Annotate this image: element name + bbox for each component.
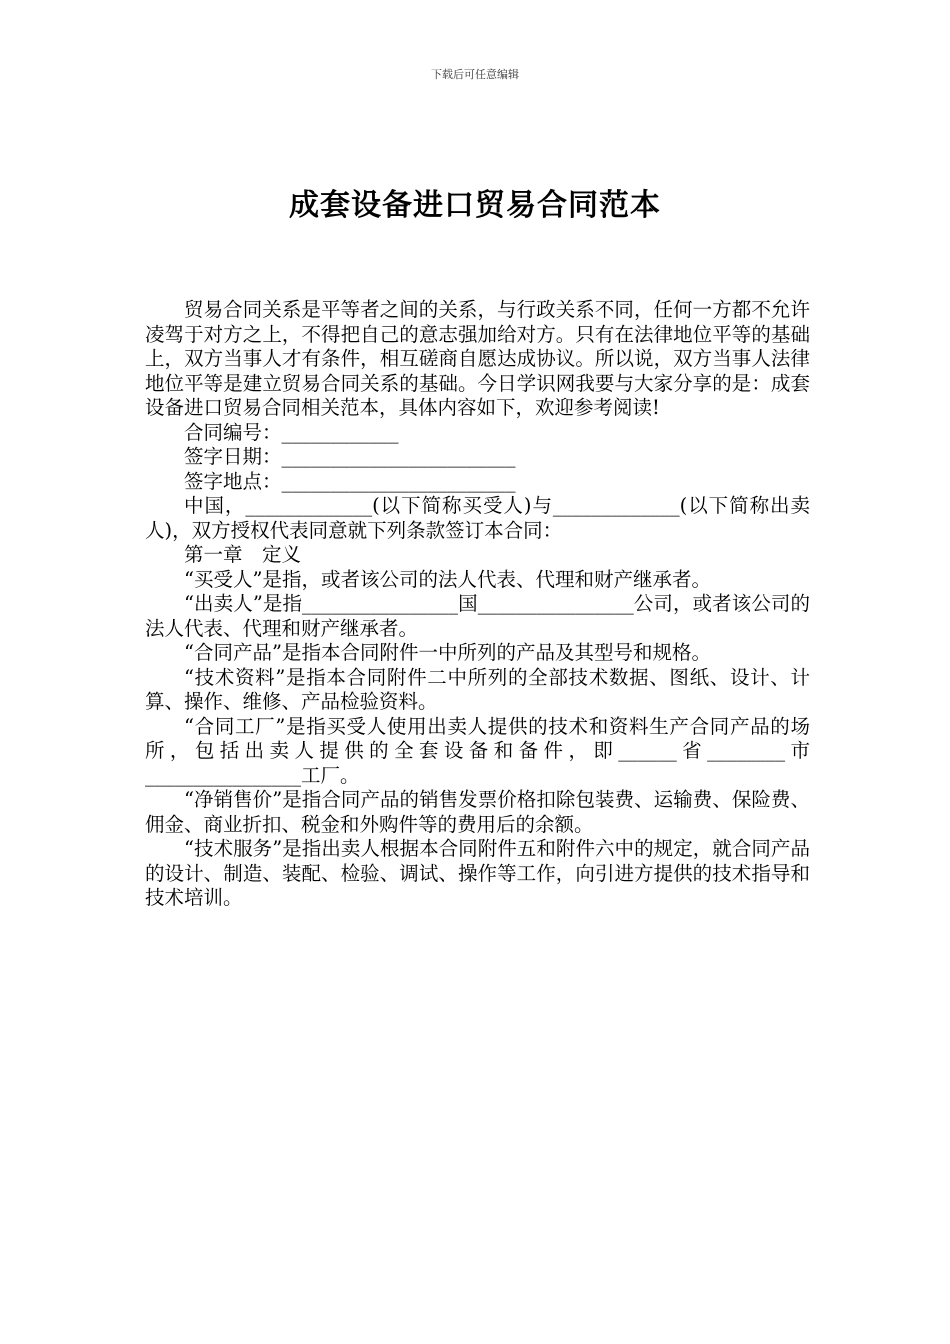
definition-technical-service: “技术服务”是指出卖人根据本合同附件五和附件六中的规定，就合同产品的设计、制造、装配、检验、调试、操作等工作，向引进方提供的技术指导和技术培训。 <box>145 837 810 909</box>
definition-net-sales-price: “净销售价”是指合同产品的销售发票价格扣除包装费、运输费、保险费、佣金、商业折扣、税金和外购件等的费用后的余额。 <box>145 788 810 836</box>
document-title: 成套设备进口贸易合同范本 <box>289 188 661 223</box>
parties-paragraph: 中国，_____________(以下简称买受人)与_____________(以下简称出卖人)，双方授权代表同意就下列条款签订本合同： <box>145 494 810 542</box>
definition-technical-data: “技术资料”是指本合同附件二中所列的全部技术数据、图纸、设计、计算、操作、维修、产品检验资料。 <box>145 665 810 713</box>
definition-contract-factory: “合同工厂”是指买受人使用出卖人提供的技术和资料生产合同产品的场所，包括出卖人提供的全套设备和备件，即______省________市________________工厂。 <box>145 714 810 787</box>
intro-paragraph: 贸易合同关系是平等者之间的关系，与行政关系不同，任何一方都不允许凌驾于对方之上，不得把自己的意志强加给对方。只有在法律地位平等的基础上，双方当事人才有条件，相互磋商自愿达成协议。所以说，双方当事人法律地位平等是建立贸易合同关系的基础。今日学识网我要与大家分享的是：成套设备进口贸易合同相关范本，具体内容如下，欢迎参考阅读! <box>145 298 810 419</box>
contract-number-line: 合同编号：____________ <box>184 420 399 444</box>
page-header-note: 下载后可任意编辑 <box>431 68 519 81</box>
definition-contract-product: “合同产品”是指本合同附件一中所列的产品及其型号和规格。 <box>184 641 711 664</box>
signing-place-line: 签字地点：________________________ <box>184 469 516 493</box>
chapter-heading: 第一章 定义 <box>184 543 302 566</box>
definition-buyer: “买受人”是指，或者该公司的法人代表、代理和财产继承者。 <box>184 567 711 591</box>
signing-date-line: 签字日期：________________________ <box>184 445 516 468</box>
definition-seller: “出卖人”是指________________国________________公司，或者该公司的法人代表、代理和财产继承者。 <box>145 592 810 640</box>
document-body <box>145 298 810 911</box>
